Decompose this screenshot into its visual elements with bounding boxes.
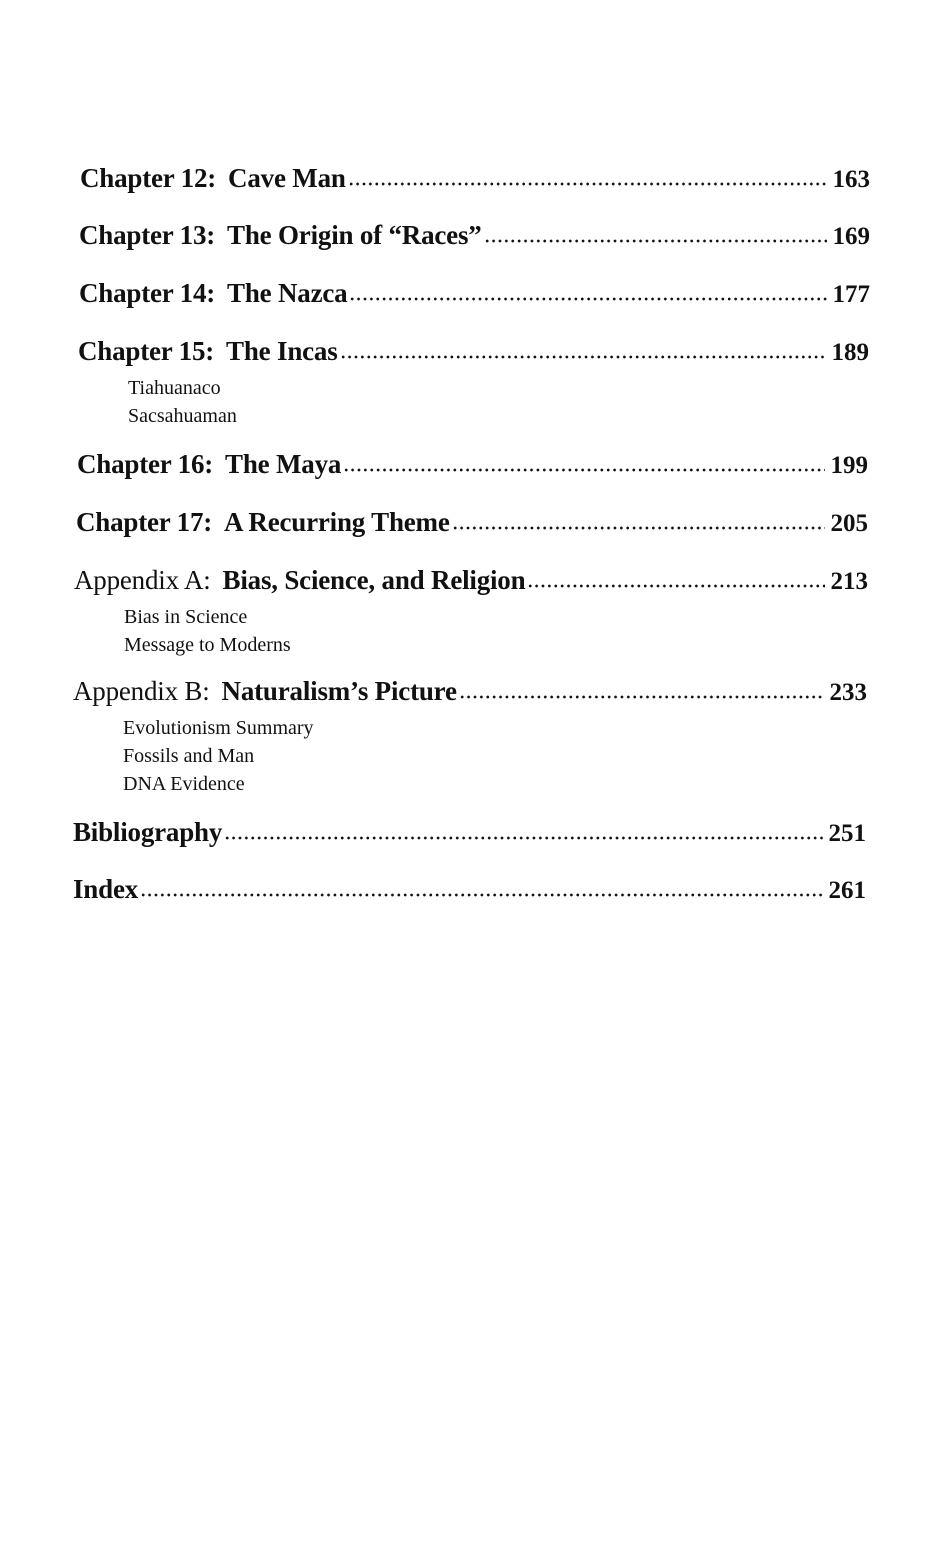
- subsection-list: [124, 603, 868, 659]
- subsection-item: Sacsahuaman: [128, 405, 237, 427]
- entry-title: Chapter 14: The Nazca: [79, 278, 348, 308]
- toc-entry-index: [73, 874, 866, 908]
- dot-leader: [452, 507, 825, 531]
- page-number: 169: [832, 223, 870, 250]
- entry-title: Chapter 16: The Maya: [77, 449, 342, 479]
- page-number: 163: [832, 166, 870, 193]
- entry-title: Chapter 12: Cave Man: [80, 163, 346, 193]
- dot-leader: [348, 163, 827, 187]
- toc-entry-chapter-12: [80, 163, 870, 197]
- dot-leader: [224, 817, 822, 841]
- toc-entry-chapter-16: [77, 449, 868, 483]
- toc-entry-appendix-b: [73, 676, 867, 798]
- page-number: 205: [830, 510, 868, 537]
- page-number: 189: [831, 339, 869, 366]
- subsection-item: Bias in Science: [124, 606, 248, 628]
- toc-entry-chapter-15: [78, 336, 869, 430]
- page-number: 251: [828, 820, 866, 847]
- dot-leader: [340, 336, 826, 360]
- subsection-item: Evolutionism Summary: [123, 717, 314, 739]
- dot-leader: [140, 874, 822, 898]
- entry-title: Bibliography: [73, 817, 223, 847]
- toc-entry-chapter-13: [79, 220, 870, 254]
- dot-leader: [527, 565, 824, 589]
- toc-entry-chapter-14: [79, 278, 870, 312]
- subsection-item: DNA Evidence: [123, 773, 245, 795]
- page-number: 199: [830, 452, 868, 479]
- page-number: 233: [829, 679, 867, 706]
- subsection-item: Tiahuanaco: [128, 377, 221, 399]
- page-number: 213: [830, 568, 868, 595]
- page-number: 261: [828, 877, 866, 904]
- toc-entry-appendix-a: [74, 565, 868, 659]
- dot-leader: [484, 220, 827, 244]
- page-number: 177: [832, 281, 870, 308]
- subsection-item: Message to Moderns: [124, 634, 291, 656]
- subsection-list: [128, 374, 869, 430]
- entry-title: Chapter 13: The Origin of “Races”: [79, 220, 482, 250]
- dot-leader: [459, 676, 824, 700]
- toc-entry-chapter-17: [76, 507, 868, 541]
- entry-title: Chapter 17: A Recurring Theme: [76, 507, 450, 537]
- entry-title: Appendix B: Naturalism’s Picture: [73, 676, 457, 706]
- entry-title: Index: [73, 874, 139, 904]
- dot-leader: [349, 278, 826, 302]
- subsection-list: [123, 714, 867, 798]
- entry-title: Appendix A: Bias, Science, and Religion: [74, 565, 526, 595]
- subsection-item: Fossils and Man: [123, 745, 255, 767]
- toc-entry-bibliography: [73, 817, 866, 851]
- entry-title: Chapter 15: The Incas: [78, 336, 338, 366]
- dot-leader: [343, 449, 824, 473]
